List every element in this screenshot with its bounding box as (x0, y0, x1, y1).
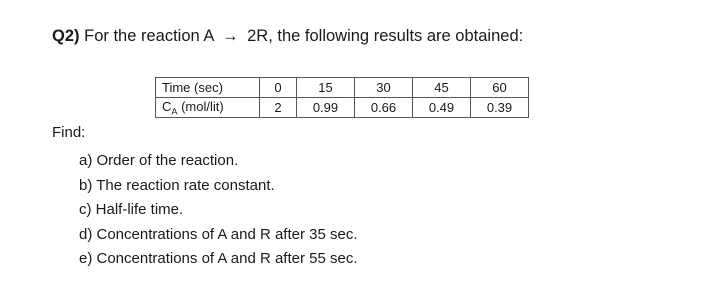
task-item: e) Concentrations of A and R after 55 sec. (79, 250, 358, 267)
find-label: Find: (52, 124, 86, 141)
concentration-subscript: A (171, 106, 178, 117)
time-cell: 30 (355, 78, 413, 98)
question-text-start: For the reaction A (84, 27, 214, 45)
data-table (155, 77, 529, 118)
concentration-cell: 2 (260, 98, 297, 118)
task-item: d) Concentrations of A and R after 35 sec. (79, 225, 358, 243)
concentration-cell: 0.39 (471, 98, 529, 118)
task-item: b) The reaction rate constant. (79, 176, 275, 194)
concentration-cell: 0.99 (297, 98, 355, 118)
time-cell: 60 (471, 78, 529, 98)
question-text-end: 2R, the following results are obtained: (247, 27, 524, 45)
question-heading (52, 27, 523, 46)
concentration-cell: 0.49 (413, 98, 471, 118)
task-item: c) Half-life time. (79, 201, 184, 218)
time-cell: 15 (297, 78, 355, 98)
question-number: Q2) (52, 27, 80, 45)
concentration-cell: 0.66 (355, 98, 413, 118)
concentration-symbol: C (162, 98, 172, 114)
time-cell: 0 (260, 78, 297, 98)
concentration-header (156, 98, 260, 118)
task-item: a) Order of the reaction. (79, 152, 239, 169)
task-list (79, 149, 358, 272)
time-cell: 45 (413, 78, 471, 98)
concentration-unit: (mol/lit) (177, 98, 224, 114)
reaction-arrow-icon: → (222, 27, 239, 45)
time-row (156, 78, 529, 98)
time-header: Time (sec) (156, 78, 260, 98)
concentration-row (156, 98, 529, 118)
